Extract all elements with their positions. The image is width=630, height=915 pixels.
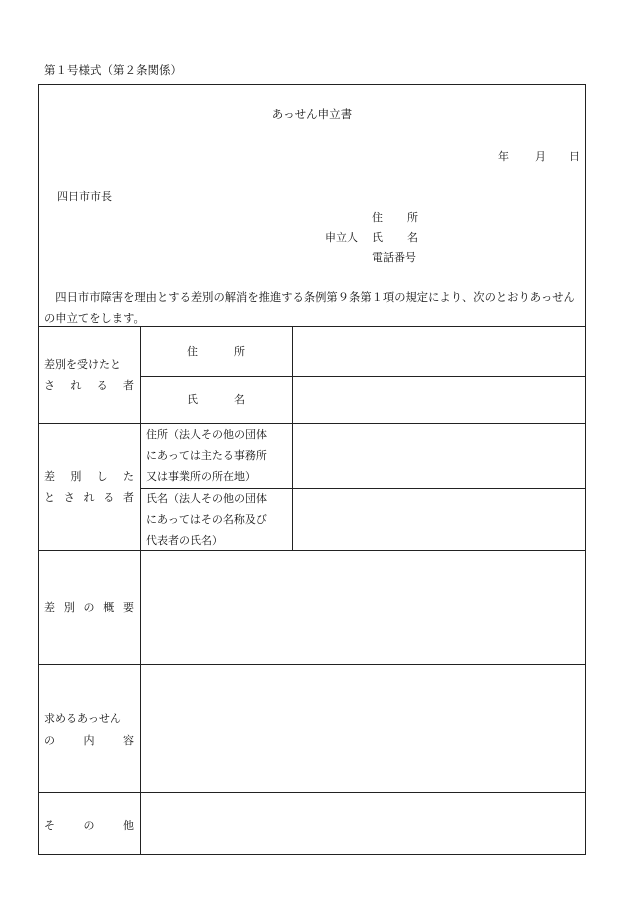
- form-number-label: 第１号様式（第２条関係）: [44, 63, 182, 77]
- victim-row-divider: [140, 376, 586, 377]
- respondent-name-label-line3: 代表者の氏名）: [146, 534, 223, 547]
- date-year-label: 年: [498, 150, 509, 163]
- respondent-address-label-line3: 又は事業所の所在地）: [146, 470, 256, 483]
- summary-label: 差 別 の 概 要: [44, 601, 134, 614]
- respondent-name-label-line1: 氏名（法人その他の団体: [146, 492, 267, 505]
- summary-row-bottom-rule: [38, 664, 586, 665]
- respondent-label-line2: と さ れ る 者: [44, 491, 134, 504]
- victim-label-line2: さ れ る 者: [44, 379, 134, 392]
- other-label: そ の 他: [44, 819, 134, 832]
- statement-paragraph: 四日市市障害を理由とする差別の解消を推進する条例第９条第１項の規定により、次のとおりあっせんの申立てをします。: [44, 291, 575, 325]
- request-row-bottom-rule: [38, 792, 586, 793]
- label-column-rule: [140, 326, 141, 855]
- respondent-address-label-line2: にあっては主たる事務所: [146, 449, 267, 462]
- victim-row-bottom-rule: [38, 423, 586, 424]
- document-title: あっせん申立書: [271, 107, 353, 121]
- request-label-line2: の 内 容: [44, 734, 134, 747]
- respondent-address-label-line1: 住所（法人その他の団体: [146, 428, 267, 441]
- applicant-address-label: 住 所: [372, 211, 418, 224]
- respondent-label-line1: 差 別 し た: [44, 470, 134, 483]
- table-top-rule: [38, 326, 586, 327]
- applicant-role-label: 申立人: [325, 231, 358, 244]
- applicant-name-label: 氏 名: [372, 231, 418, 244]
- request-label-line1: 求めるあっせん: [44, 712, 121, 725]
- date-month-label: 月: [535, 150, 546, 163]
- victim-address-label: 住 所: [187, 345, 245, 358]
- respondent-name-label-line2: にあってはその名称及び: [146, 513, 267, 526]
- victim-name-label: 氏 名: [187, 393, 245, 406]
- victim-label-line1: 差別を受けたと: [44, 358, 121, 371]
- field-column-rule: [292, 326, 293, 550]
- date-day-label: 日: [569, 150, 580, 163]
- addressee: 四日市市長: [57, 190, 112, 203]
- respondent-row-bottom-rule: [38, 550, 586, 551]
- applicant-phone-label: 電話番号: [372, 251, 416, 264]
